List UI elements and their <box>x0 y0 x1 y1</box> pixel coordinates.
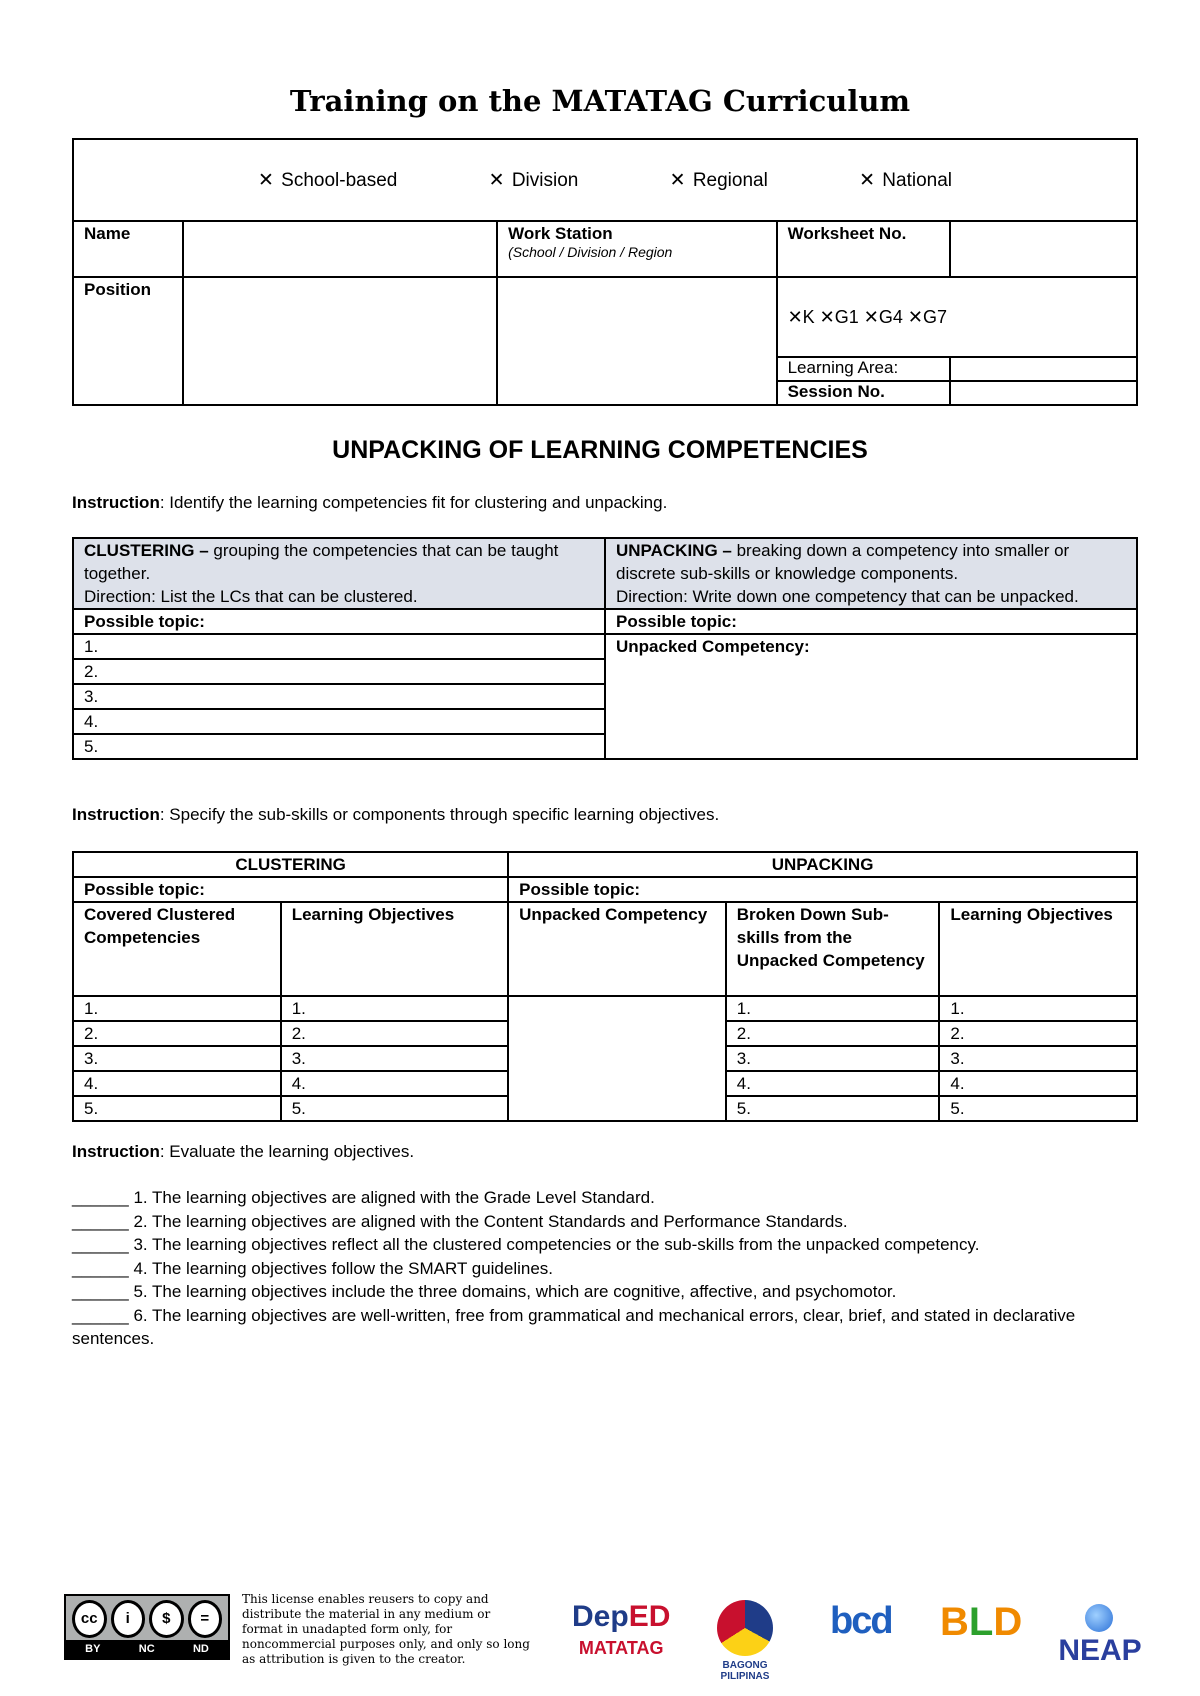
globe-icon <box>1085 1604 1113 1632</box>
table-row-cell[interactable]: 4. <box>939 1071 1137 1096</box>
deped-matatag-logo: DepED MATATAG <box>572 1600 671 1658</box>
bagong-pilipinas-emblem-icon <box>717 1600 773 1656</box>
evaluation-list <box>72 1186 1112 1351</box>
objectives-table <box>72 851 1138 1122</box>
table-row-cell[interactable]: 1. <box>939 996 1137 1021</box>
name-label: Name <box>73 221 183 277</box>
clustered-lc-4[interactable]: 4. <box>73 709 605 734</box>
worksheet-field[interactable] <box>950 221 1137 277</box>
bld-logo: BLD <box>940 1600 1023 1644</box>
table-row-cell[interactable]: 2. <box>726 1021 940 1046</box>
table-row-cell[interactable]: 1. <box>726 996 940 1021</box>
noderivatives-icon: = <box>188 1600 223 1638</box>
clustering-unpacking-table <box>72 537 1138 760</box>
cc-license-badge <box>64 1594 230 1660</box>
scope-options <box>73 139 1137 221</box>
col-unpacked-competency: Unpacked Competency <box>508 902 726 996</box>
table-row-cell[interactable]: 5. <box>726 1096 940 1121</box>
work-station-field[interactable] <box>497 277 776 405</box>
section-title: UNPACKING OF LEARNING COMPETENCIES <box>332 436 868 464</box>
cc-nd-label: ND <box>192 1643 209 1655</box>
footer <box>60 1590 1150 1680</box>
unpacking-heading: UNPACKING <box>508 852 1137 877</box>
learning-area-label: Learning Area: <box>777 357 951 381</box>
cc-nc-label: NC <box>138 1643 155 1655</box>
evaluation-item-3[interactable]: ______ 3. The learning objectives reflect all the clustered competencies or the sub-skills from the unpacked competency. <box>72 1235 980 1254</box>
document-title: Training on the MATATAG Curriculum <box>289 84 911 118</box>
unpacking-definition: UNPACKING – breaking down a competency into smaller or discrete sub-skills or knowledge components. Direction: Write down one competency that can be unpacked. <box>605 538 1137 609</box>
table-row-cell[interactable]: 4. <box>73 1071 281 1096</box>
col-learning-objectives-clustering: Learning Objectives <box>281 902 508 996</box>
bagong-pilipinas-logo: BAGONG PILIPINAS <box>700 1600 790 1682</box>
scope-division[interactable]: ✕ Division <box>488 169 579 191</box>
attribution-icon: i <box>111 1600 146 1638</box>
worksheet-label: Worksheet No. <box>777 221 951 277</box>
table-row-cell[interactable]: 1. <box>73 996 281 1021</box>
table-row-cell[interactable]: 3. <box>73 1046 281 1071</box>
unpacking-topic-label[interactable]: Possible topic: <box>508 877 1137 902</box>
clustered-lc-2[interactable]: 2. <box>73 659 605 684</box>
table-row-cell[interactable]: 4. <box>726 1071 940 1096</box>
instruction-2: Instruction: Specify the sub-skills or components through specific learning objectives. <box>72 805 720 824</box>
evaluation-item-4[interactable]: ______ 4. The learning objectives follow the SMART guidelines. <box>72 1258 554 1278</box>
instruction-label: Instruction <box>72 493 160 512</box>
session-field[interactable] <box>950 381 1137 405</box>
table-row-cell[interactable]: 5. <box>281 1096 508 1121</box>
session-label: Session No. <box>777 381 951 405</box>
table-row-cell[interactable]: 2. <box>939 1021 1137 1046</box>
work-station-cell <box>497 221 776 277</box>
clustered-lc-1[interactable]: 1. <box>73 634 605 659</box>
scope-national[interactable]: ✕ National <box>859 169 953 191</box>
table-row-cell[interactable]: 5. <box>73 1096 281 1121</box>
table-row-cell[interactable]: 5. <box>939 1096 1137 1121</box>
evaluation-item-1[interactable]: ______ 1. The learning objectives are aligned with the Grade Level Standard. <box>72 1188 655 1207</box>
work-station-label: Work Station <box>508 224 613 243</box>
unpacked-competency-field[interactable]: Unpacked Competency: <box>605 634 1137 759</box>
clustering-topic-label[interactable]: Possible topic: <box>73 877 508 902</box>
cc-icon: cc <box>72 1600 107 1638</box>
instruction-3: Instruction: Evaluate the learning objectives. <box>72 1142 415 1161</box>
license-text: This license enables reusers to copy and distribute the material in any medium or format in unadapted form only, for noncommercial purposes only, and only so long as attribution is given to the creator. <box>242 1592 530 1666</box>
grade-options[interactable]: ✕K ✕G1 ✕G4 ✕G7 <box>777 277 1137 357</box>
evaluation-item-6[interactable]: ______ 6. The learning objectives are well-written, free from grammatical and mechanical errors, clear, brief, and stated in declarative sentences. <box>72 1305 1076 1348</box>
unpacked-competency-cell[interactable] <box>508 996 726 1121</box>
clustering-topic-label[interactable]: Possible topic: <box>73 609 605 634</box>
unpacking-topic-label[interactable]: Possible topic: <box>605 609 1137 634</box>
col-learning-objectives-unpacking: Learning Objectives <box>939 902 1137 996</box>
clustering-definition: CLUSTERING – grouping the competencies that can be taught together. Direction: List the LCs that can be clustered. <box>73 538 605 609</box>
noncommercial-icon: $ <box>149 1600 184 1638</box>
name-field[interactable] <box>183 221 497 277</box>
instruction-1: Instruction: Identify the learning competencies fit for clustering and unpacking. <box>72 493 668 512</box>
table-row-cell[interactable]: 3. <box>939 1046 1137 1071</box>
bcd-logo: bcd <box>830 1600 892 1642</box>
table-row-cell[interactable]: 2. <box>281 1021 508 1046</box>
col-broken-down-subskills: Broken Down Sub-skills from the Unpacked Competency <box>726 902 940 996</box>
table-row-cell[interactable]: 2. <box>73 1021 281 1046</box>
table-row-cell[interactable]: 1. <box>281 996 508 1021</box>
learning-area-field[interactable] <box>950 357 1137 381</box>
clustered-lc-3[interactable]: 3. <box>73 684 605 709</box>
clustering-heading: CLUSTERING <box>73 852 508 877</box>
scope-school-based[interactable]: ✕ School-based <box>257 169 398 191</box>
clustered-lc-5[interactable]: 5. <box>73 734 605 759</box>
table-row-cell[interactable]: 3. <box>726 1046 940 1071</box>
position-field[interactable] <box>183 277 497 405</box>
neap-logo: NEAP <box>1050 1600 1150 1668</box>
table-row-cell[interactable]: 4. <box>281 1071 508 1096</box>
header-table <box>72 138 1138 406</box>
col-covered-competencies: Covered Clustered Competencies <box>73 902 281 996</box>
position-label: Position <box>73 277 183 405</box>
evaluation-item-2[interactable]: ______ 2. The learning objectives are aligned with the Content Standards and Performance Standards. <box>72 1211 848 1231</box>
scope-regional[interactable]: ✕ Regional <box>669 169 768 191</box>
evaluation-item-5[interactable]: ______ 5. The learning objectives include the three domains, which are cognitive, affective, and psychomotor. <box>72 1282 897 1301</box>
work-station-hint: (School / Division / Region <box>508 244 673 260</box>
cc-by-label: BY <box>85 1643 101 1655</box>
table-row-cell[interactable]: 3. <box>281 1046 508 1071</box>
